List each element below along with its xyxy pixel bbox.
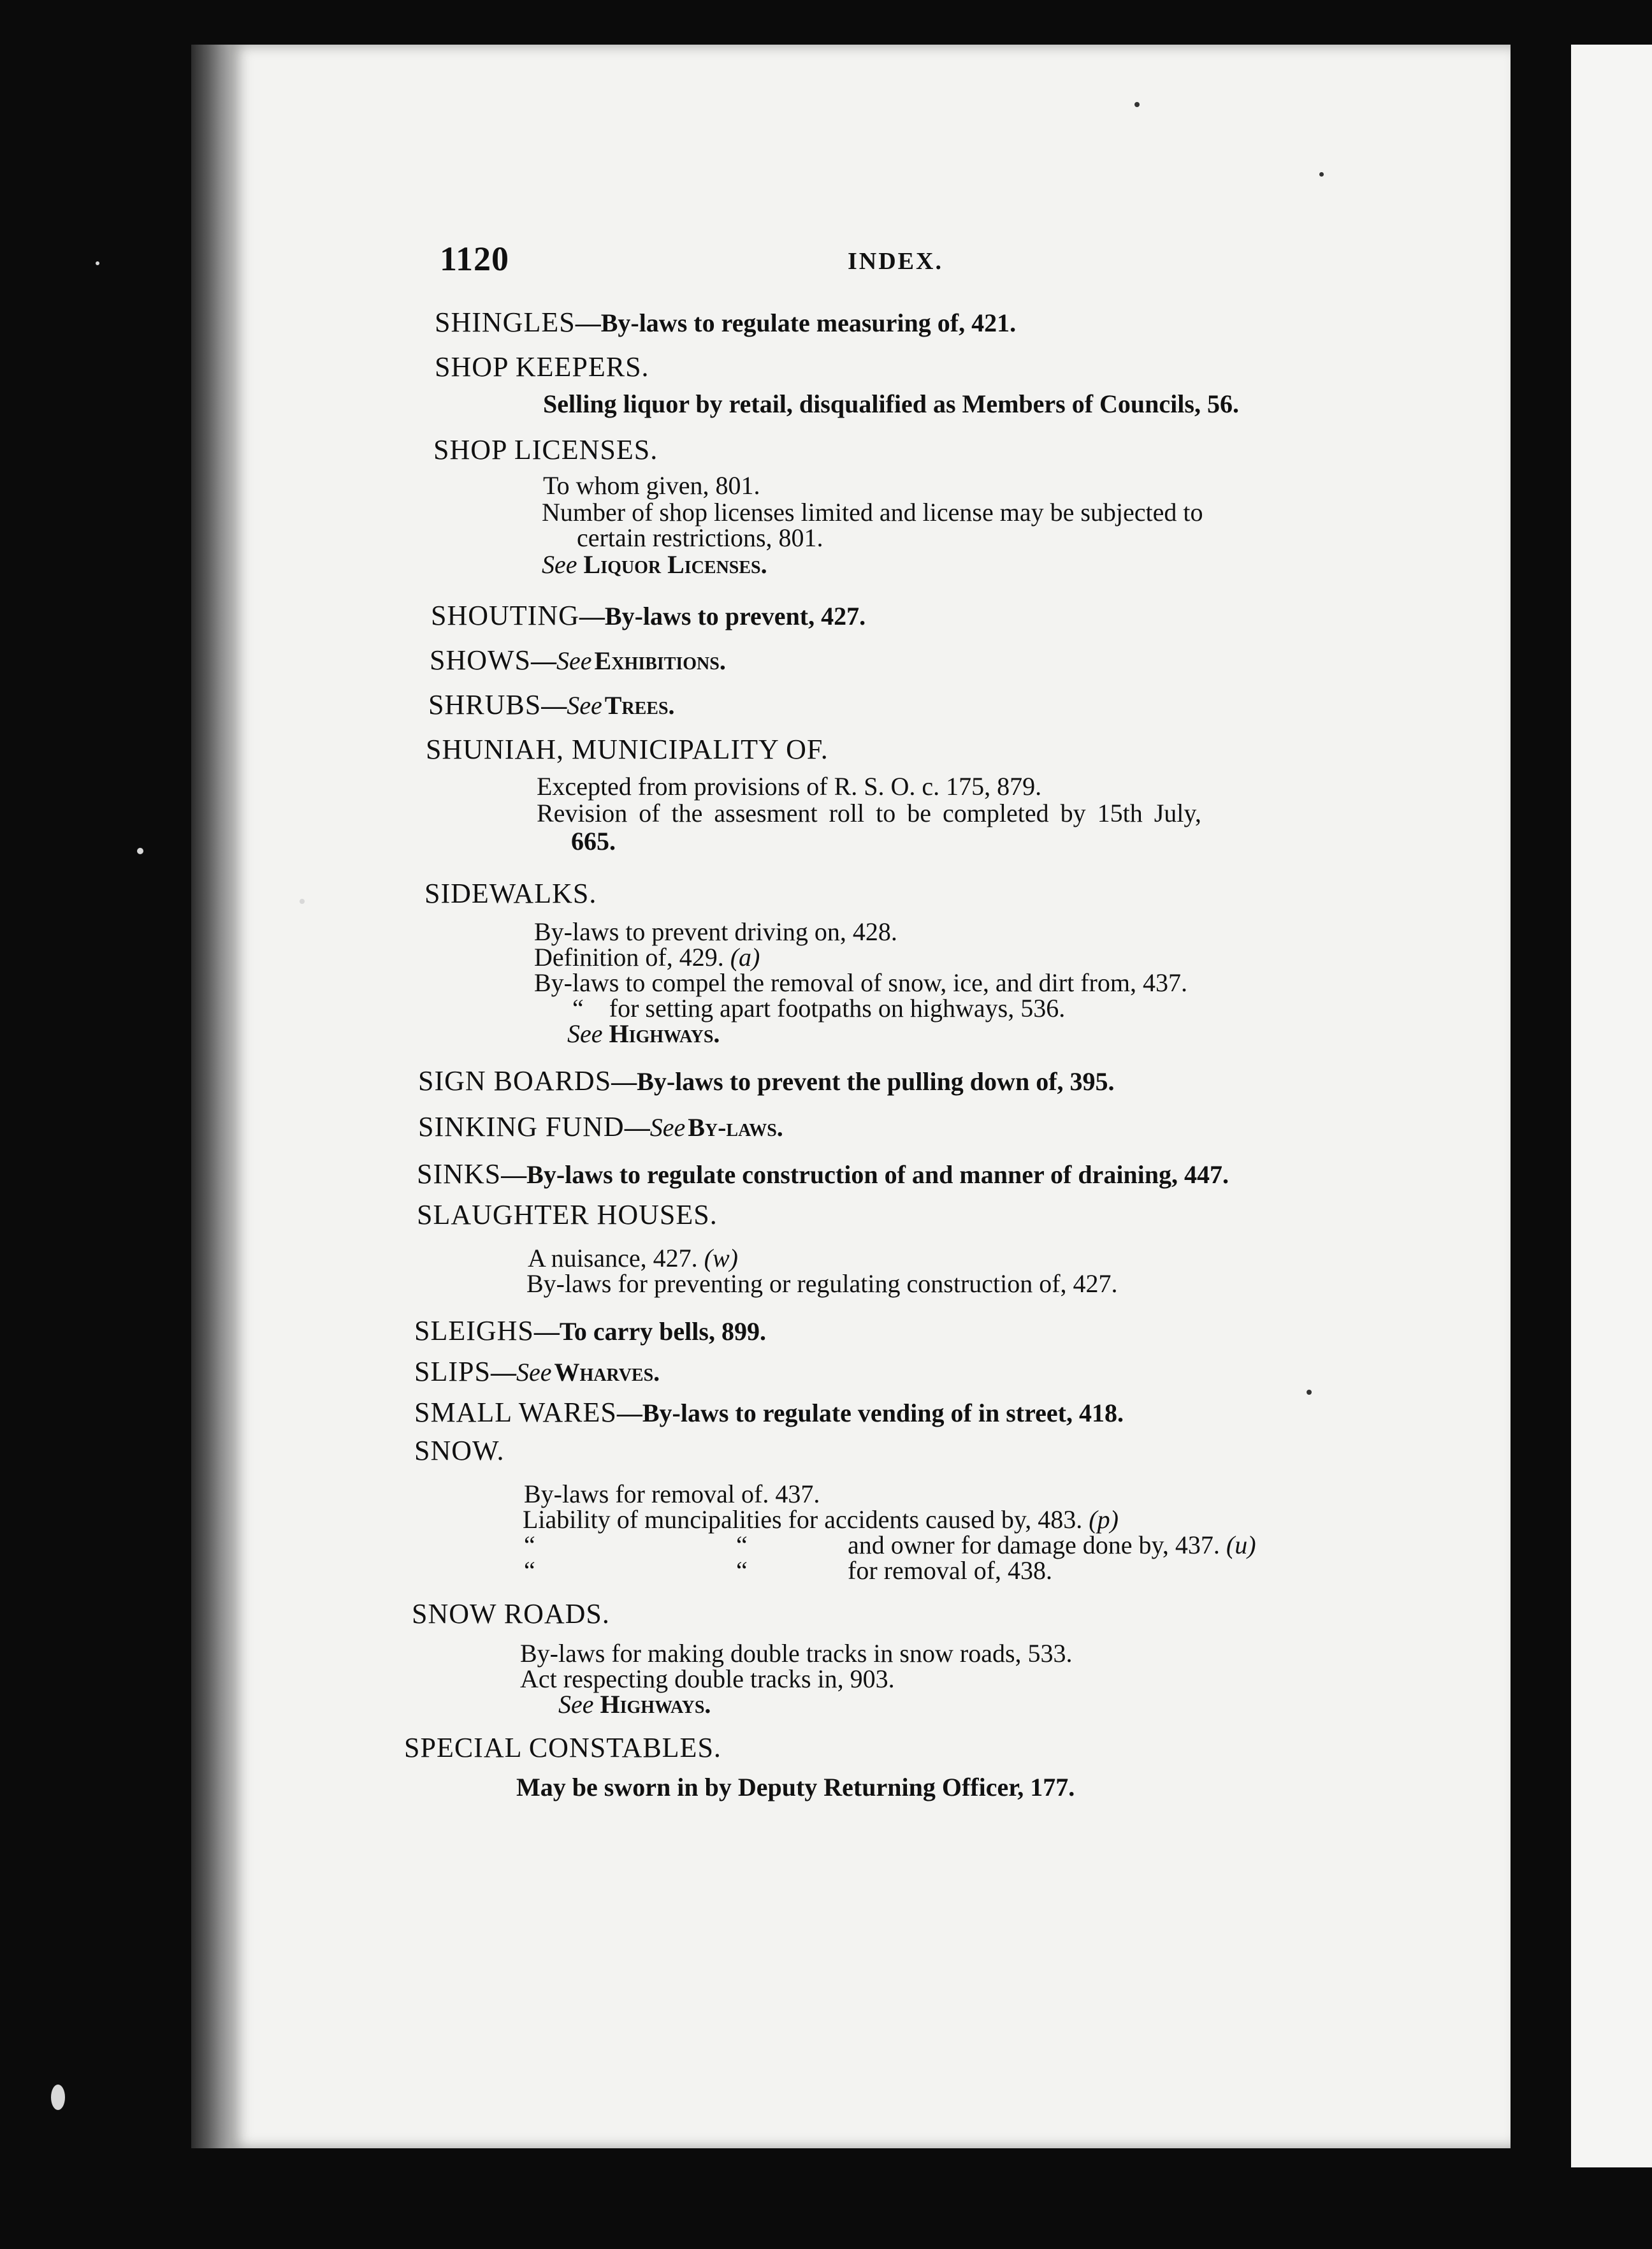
page-content	[229, 45, 1511, 2148]
sub-entry: Revision of the assesment roll to be completed by 15th July,	[537, 799, 1201, 827]
entry-text: —By-laws to prevent the pulling down of, 395.	[611, 1067, 1115, 1096]
sub-entry: Excepted from provisions of R. S. O. c. 175, 879.	[537, 772, 1042, 801]
see-reference	[542, 550, 767, 579]
sub-entry: May be sworn in by Deputy Returning Officer, 177.	[516, 1773, 1075, 1801]
scan-speck	[51, 2085, 65, 2110]
see-target: Highways.	[600, 1690, 711, 1719]
sub-entry: To whom given, 801.	[543, 471, 760, 500]
entry-dash: —	[541, 691, 567, 720]
see-label: See	[542, 550, 577, 579]
entry-text: —To carry bells, 899.	[533, 1317, 766, 1346]
entry-text: —By-laws to regulate vending of in street, 418.	[616, 1399, 1124, 1427]
print-speck	[1134, 102, 1140, 107]
entry-dash: —	[490, 1358, 516, 1387]
entry-heading: SHRUBS	[428, 689, 542, 720]
see-target: Highways.	[609, 1019, 720, 1048]
see-target: Wharves.	[554, 1358, 660, 1387]
index-entry-sinking-fund	[418, 1110, 783, 1143]
sub-entry-text: Liability of muncipalities for accidents caused by, 483.	[523, 1505, 1089, 1534]
note-letter: (w)	[704, 1244, 738, 1272]
sub-entry-text: Definition of, 429.	[534, 943, 730, 972]
running-header: INDEX.	[848, 248, 943, 275]
entry-heading: SLIPS	[414, 1356, 491, 1387]
sub-entry-continuation: 665.	[571, 827, 616, 855]
ditto-mark: “	[524, 1531, 535, 1559]
page-number: 1120	[440, 240, 510, 278]
index-entry-snow: SNOW.	[414, 1435, 505, 1466]
see-reference	[567, 1019, 720, 1049]
index-entry-slips	[414, 1355, 660, 1388]
entry-text: —By-laws to regulate construction of and manner of draining, 447.	[501, 1160, 1229, 1189]
index-entry-shows	[430, 644, 726, 676]
sub-entry-text: for removal of, 438.	[848, 1556, 1053, 1585]
sub-entry-continuation: certain restrictions, 801.	[577, 523, 823, 552]
ditto-mark: “	[572, 994, 584, 1023]
scan-speck	[300, 899, 305, 904]
entry-heading: SLEIGHS	[414, 1315, 534, 1346]
entry-dash: —	[624, 1113, 650, 1142]
index-entry-shouting	[431, 599, 866, 632]
print-speck	[1307, 1390, 1312, 1395]
index-entry-sleighs	[414, 1314, 766, 1347]
index-entry-shingles	[435, 306, 1016, 338]
note-letter: (u)	[1226, 1531, 1256, 1559]
index-entry-shrubs	[428, 688, 675, 721]
sub-entry: By-laws to compel the removal of snow, ice, and dirt from, 437.	[534, 968, 1187, 997]
index-entry-shuniah: SHUNIAH, MUNICIPALITY OF.	[426, 734, 829, 765]
see-label: See	[567, 691, 602, 720]
index-entry-shop-keepers: SHOP KEEPERS.	[435, 351, 649, 382]
entry-heading: SHOUTING	[431, 600, 579, 631]
entry-heading: SINKING FUND	[418, 1111, 625, 1142]
index-entry-slaughter-houses: SLAUGHTER HOUSES.	[417, 1199, 718, 1230]
index-entry-sign-boards	[418, 1065, 1115, 1097]
see-label: See	[516, 1358, 552, 1387]
ditto-mark-2: “	[736, 1531, 748, 1559]
entry-heading: SMALL WARES	[414, 1397, 617, 1428]
sub-entry-text: Number of shop licenses limited and license may be subjected to	[542, 498, 1203, 527]
scan-speck	[137, 848, 143, 854]
sub-entry-text: A nuisance, 427.	[528, 1244, 704, 1272]
see-label: See	[649, 1113, 686, 1142]
index-entry-sidewalks: SIDEWALKS.	[424, 878, 597, 909]
entry-text: —By-laws to regulate measuring of, 421.	[575, 309, 1017, 337]
note-letter: (p)	[1089, 1505, 1119, 1534]
entry-text: —By-laws to prevent, 427.	[579, 602, 866, 630]
sub-entry: By-laws for removal of. 437.	[524, 1480, 820, 1508]
sub-entry: By-laws for preventing or regulating construction of, 427.	[526, 1269, 1118, 1298]
note-letter: (a)	[730, 943, 760, 972]
see-label: See	[558, 1690, 594, 1719]
sub-entry: By-laws for making double tracks in snow roads, 533.	[520, 1639, 1073, 1668]
see-target: By-laws.	[688, 1113, 783, 1142]
index-entry-special-constables: SPECIAL CONSTABLES.	[404, 1732, 721, 1763]
index-entry-snow-roads: SNOW ROADS.	[412, 1598, 610, 1629]
ditto-mark-2: “	[736, 1556, 748, 1585]
sub-entry-text-a: and owner for damage done by, 437.	[848, 1531, 1226, 1559]
index-entry-shop-licenses: SHOP LICENSES.	[433, 434, 658, 465]
ditto-mark: “	[524, 1556, 535, 1585]
entry-dash: —	[531, 646, 557, 675]
scan-speck	[96, 261, 99, 265]
see-target: Exhibitions.	[594, 646, 726, 675]
book-page	[229, 45, 1511, 2148]
see-label: See	[556, 646, 592, 675]
entry-heading: SINKS	[417, 1158, 502, 1190]
adjacent-page-edge	[1571, 45, 1652, 2167]
sub-entry: Selling liquor by retail, disqualified as Members of Councils, 56.	[543, 389, 1239, 418]
print-speck	[1319, 172, 1324, 177]
entry-heading: SIGN BOARDS	[418, 1065, 612, 1096]
index-entry-small-wares	[414, 1396, 1124, 1429]
see-target: Trees.	[604, 691, 675, 720]
sub-entry-text: for setting apart footpaths on highways, 536.	[609, 994, 1066, 1023]
index-entry-sinks	[417, 1158, 1229, 1190]
see-target: Liquor Licenses.	[583, 550, 767, 579]
sub-entry: Act respecting double tracks in, 903.	[520, 1664, 895, 1693]
see-label: See	[567, 1019, 603, 1048]
sub-entry: By-laws to prevent driving on, 428.	[534, 917, 897, 946]
see-reference	[558, 1689, 711, 1719]
entry-heading: SHOWS	[430, 644, 532, 676]
entry-heading: SHINGLES	[435, 307, 576, 338]
